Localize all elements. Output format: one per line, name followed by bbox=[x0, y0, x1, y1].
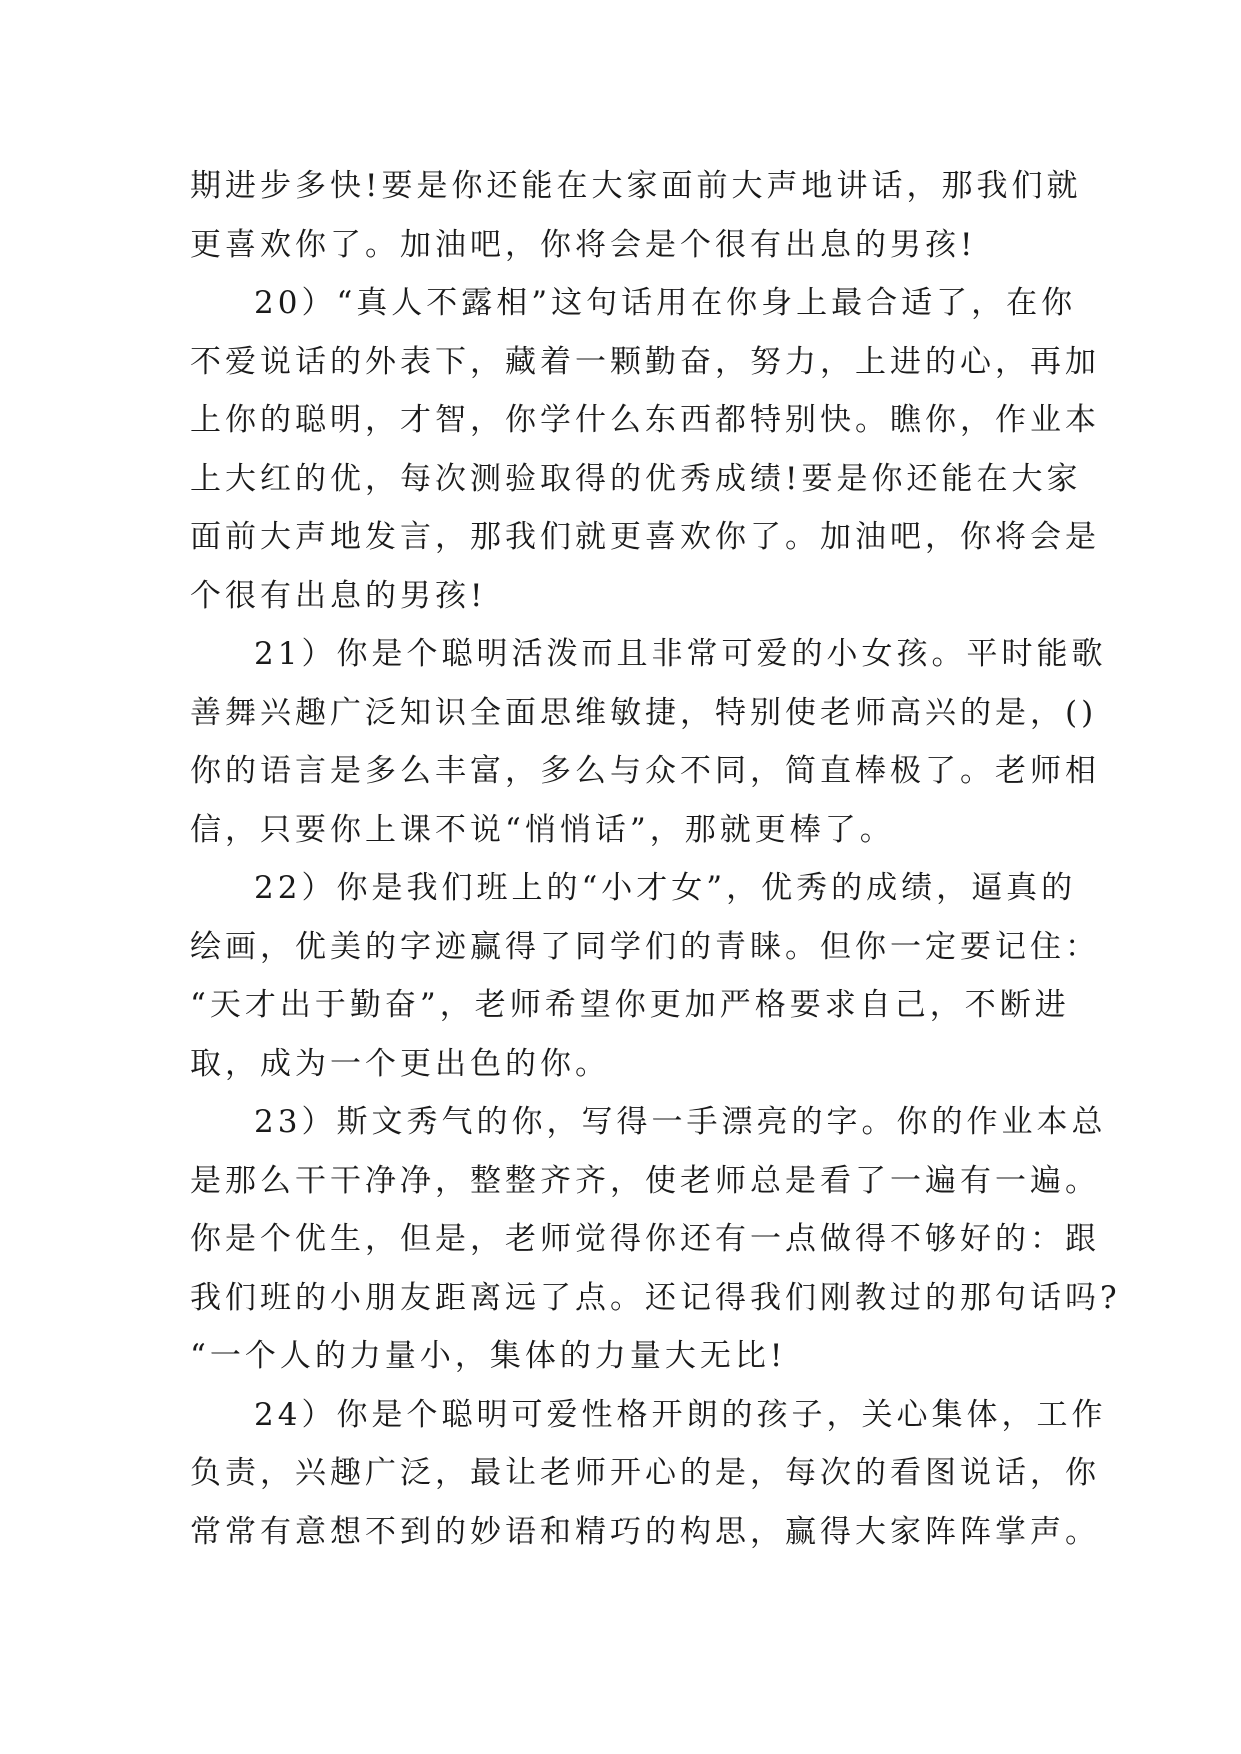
text-line: 上你的聪明，才智，你学什么东西都特别快。瞧你，作业本 bbox=[190, 402, 1100, 438]
text-line: 负责，兴趣广泛，最让老师开心的是，每次的看图说话，你 bbox=[190, 1455, 1100, 1491]
text-line: 期进步多快!要是你还能在大家面前大声地讲话，那我们就 bbox=[190, 168, 1082, 204]
paragraph-21-first-line: 21）你是个聪明活泼而且非常可爱的小女孩。平时能歌 bbox=[254, 636, 1107, 672]
text-line: 是那么干干净净，整整齐齐，使老师总是看了一遍有一遍。 bbox=[190, 1162, 1100, 1199]
paragraph-22-first-line: 22）你是我们班上的“小才女”，优秀的成绩，逼真的 bbox=[254, 870, 1077, 906]
text-line: 个很有出息的男孩! bbox=[190, 577, 487, 614]
text-line: 善舞兴趣广泛知识全面思维敏捷，特别使老师高兴的是，() bbox=[190, 694, 1098, 731]
text-line: 不爱说话的外表下，藏着一颗勤奋，努力，上进的心，再加 bbox=[190, 343, 1100, 380]
text-line: 你是个优生，但是，老师觉得你还有一点做得不够好的：跟 bbox=[190, 1221, 1100, 1257]
text-line: 上大红的优，每次测验取得的优秀成绩!要是你还能在大家 bbox=[190, 460, 1082, 497]
text-line: 取，成为一个更出色的你。 bbox=[190, 1045, 610, 1082]
text-line: 常常有意想不到的妙语和精巧的构思，赢得大家阵阵掌声。 bbox=[190, 1513, 1100, 1550]
text-line: 绘画，优美的字迹赢得了同学们的青睐。但你一定要记住： bbox=[190, 928, 1100, 965]
text-line: 信，只要你上课不说“悄悄话”，那就更棒了。 bbox=[190, 811, 895, 848]
text-line: 我们班的小朋友距离远了点。还记得我们刚教过的那句话吗? bbox=[190, 1279, 1121, 1316]
text-line: “天才出于勤奋”，老师希望你更加严格要求自己，不断进 bbox=[190, 987, 1070, 1023]
text-line: 你的语言是多么丰富，多么与众不同，简直棒极了。老师相 bbox=[190, 753, 1100, 789]
paragraph-24-first-line: 24）你是个聪明可爱性格开朗的孩子，关心集体，工作 bbox=[254, 1396, 1107, 1433]
paragraph-23-first-line: 23）斯文秀气的你，写得一手漂亮的字。你的作业本总 bbox=[254, 1104, 1107, 1140]
text-line: “一个人的力量小，集体的力量大无比! bbox=[190, 1338, 787, 1374]
text-line: 更喜欢你了。加油吧，你将会是个很有出息的男孩! bbox=[190, 226, 977, 263]
document-body bbox=[190, 157, 1121, 1561]
paragraph-20-first-line: 20）“真人不露相”这句话用在你身上最合适了，在你 bbox=[254, 285, 1077, 321]
text-line: 面前大声地发言，那我们就更喜欢你了。加油吧，你将会是 bbox=[190, 519, 1100, 555]
